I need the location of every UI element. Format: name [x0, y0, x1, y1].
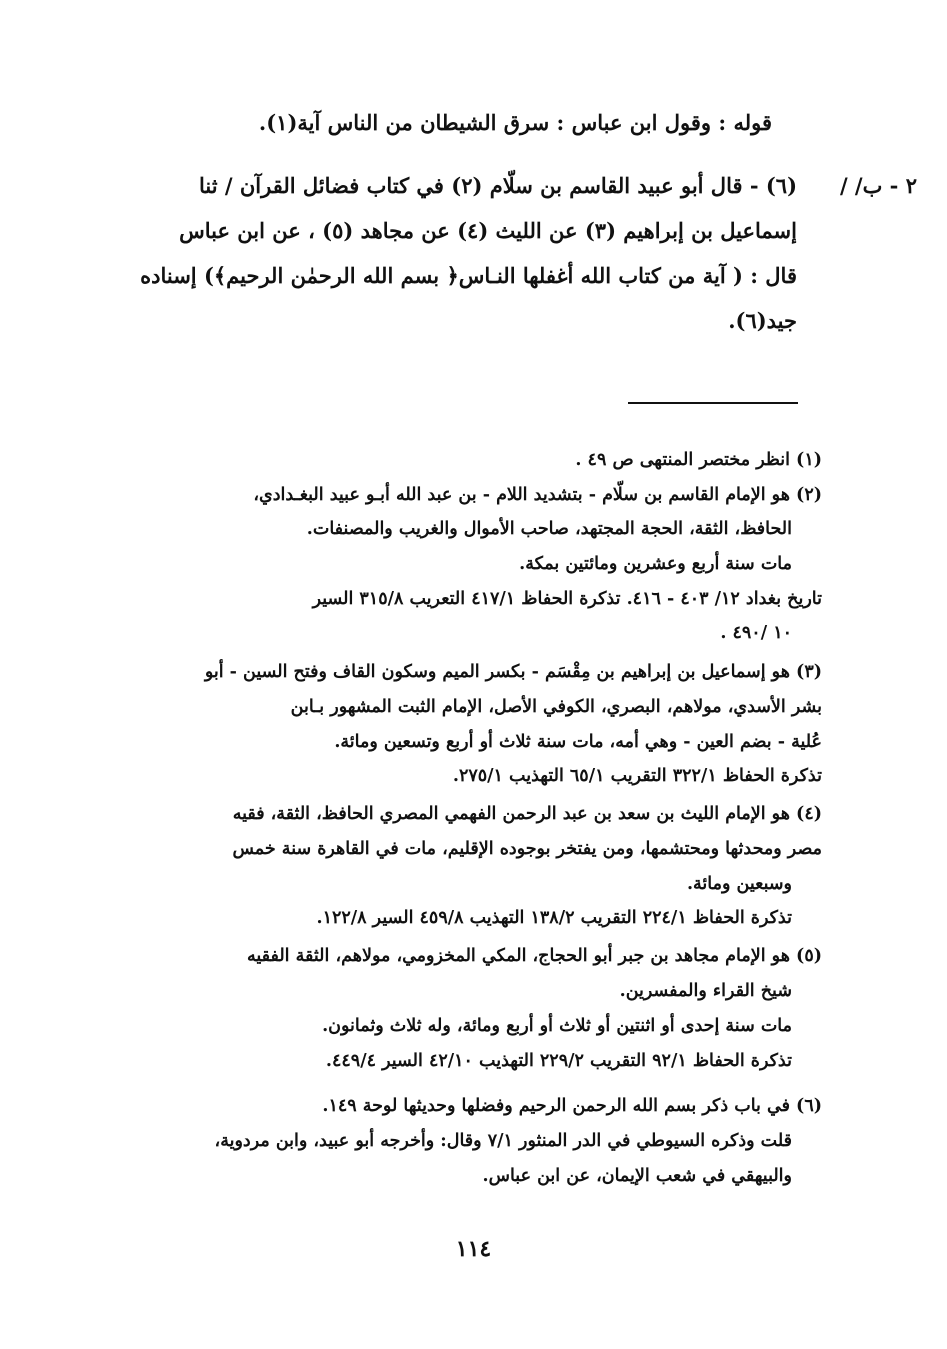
footnote-1-line: (١) انظر مختصر المنتهى ص ٤٩ . — [575, 450, 822, 470]
footnote-4-line: (٤) هو الإمام الليث بن سعد بن عبد الرحمن الفهمي المصري الحافظ، الثقة، فقيه — [232, 804, 822, 824]
manuscript-folio-note: ٢ - ب/ / — [839, 173, 917, 198]
footnote-6-line: (٦) في باب ذكر بسم الله الرحمن الرحيم وفضلها وحديثها لوحة ١٤٩. — [322, 1096, 822, 1116]
section-heading: قوله : وقول ابن عباس : سرق الشيطان من الناس آية(١). — [258, 110, 772, 135]
footnote-5-line: شيخ القراء والمفسرين. — [619, 981, 792, 1001]
footnote-5-line: مات سنة إحدى أو اثنتين أو ثلاث أو أربع ومائة، وله ثلاث وثمانون. — [322, 1016, 792, 1036]
footnote-3-line: عُلية - بضم العين - وهي أمه، مات سنة ثلاث أو أربع وتسعين ومائة. — [334, 732, 822, 752]
footnote-2-line: الحافظ، الثقة، الحجة المجتهد، صاحب الأموال والغريب والمصنفات. — [306, 519, 792, 539]
footnote-5-line: (٥) هو الإمام مجاهد بن جبر أبو الحجاج، المكي المخزومي، مولاهم، الثقة الفقيه — [246, 946, 822, 966]
footnote-4-line: وسبعين ومائة. — [686, 874, 792, 894]
footnote-3-line: تذكرة الحفاظ ٣٢٢/١ التقريب ٦٥/١ التهذيب ٢٧٥/١. — [452, 766, 822, 786]
main-text-line: إسماعيل بن إبراهيم (٣) عن الليث (٤) عن مجاهد (٥) ، عن ابن عباس — [179, 218, 797, 243]
footnote-4-line: تذكرة الحفاظ ٢٢٤/١ التقريب ١٣٨/٢ التهذيب ٤٥٩/٨ السير ١٢٢/٨. — [316, 908, 792, 928]
footnote-6-line: قلت وذكره السيوطي في الدر المنثور ٧/١ وقال: وأخرجه أبو عبيد، وابن مردوية، — [214, 1131, 792, 1151]
footnote-2-line: تاريخ بغداد ١٢/ ٤٠٣ - ٤١٦. تذكرة الحفاظ ٤١٧/١ التعريب ٣١٥/٨ السير — [312, 589, 822, 609]
main-text-line: قال : ( آية من كتاب الله أغفلها النـاس﴿ بسم الله الرحمٰن الرحيم﴾) إسناده — [140, 263, 797, 288]
footnote-separator — [628, 402, 798, 404]
footnote-4-line: مصر ومحدثها ومحتشمها، ومن يفتخر بوجوده الإقليم، مات في القاهرة سنة خمس — [232, 839, 822, 859]
footnote-3-line: (٣) هو إسماعيل بن إبراهيم بن مِقْسَم - بكسر الميم وسكون القاف وفتح السين - أبو — [204, 662, 822, 682]
footnote-3-line: بشر الأسدي، مولاهم، البصري، الكوفي الأصل، الإمام الثبت المشهور بـابن — [290, 697, 822, 717]
footnote-2-line: (٢) هو الإمام القاسم بن سلّام - بتشديد اللام - بن عبد الله أبـو عبيد البغـدادي، — [253, 485, 822, 505]
footnote-5-line: تذكرة الحفاظ ٩٢/١ التقريب ٢٢٩/٢ التهذيب ٤٢/١٠ السير ٤٤٩/٤. — [325, 1051, 792, 1071]
footnote-6-line: والبيهقي في شعب الإيمان، عن ابن عباس. — [482, 1166, 792, 1186]
footnote-2-line: ١٠ /٤٩٠ . — [720, 623, 792, 643]
page-number: ١١٤ — [455, 1236, 492, 1262]
main-text-line: جيد(٦). — [728, 308, 797, 333]
main-text-line: (٦) - قال أبو عبيد القاسم بن سلّام (٢) في كتاب فضائل القرآن / ثنا — [198, 173, 797, 198]
footnote-2-line: مات سنة أربع وعشرين ومائتين بمكة. — [519, 554, 792, 574]
